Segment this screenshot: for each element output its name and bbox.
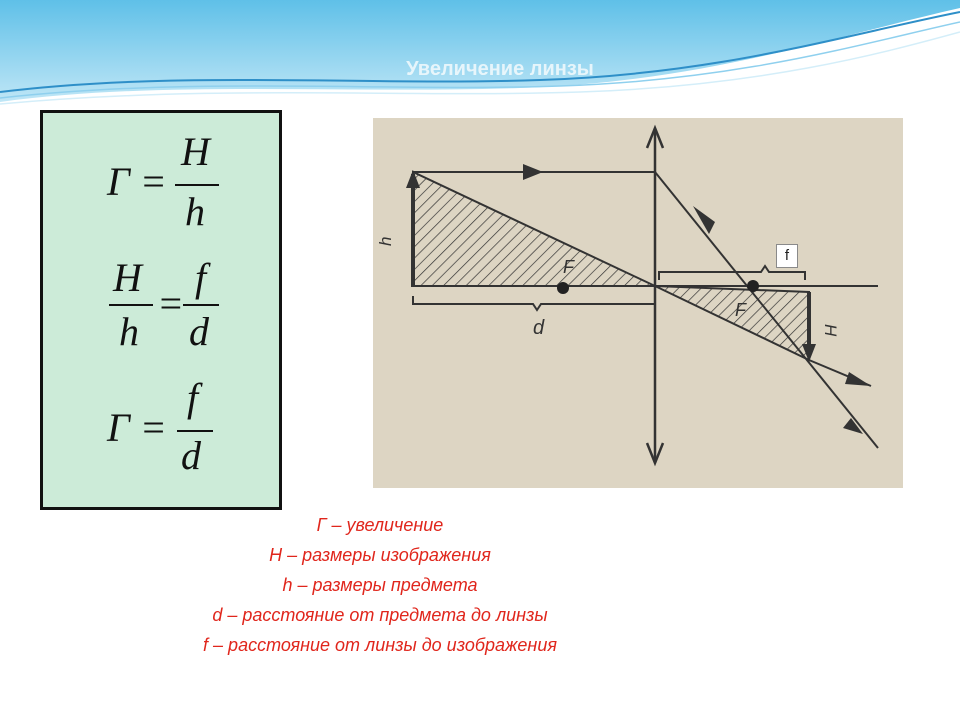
formula-magnification-distance [106,375,213,478]
label-focus-left: F [563,257,574,277]
formula3-denominator: d [181,433,201,478]
object-triangle [413,172,655,286]
formula1-numerator: H [181,129,210,174]
focus-point-right [747,280,759,292]
legend-magnification: Г – увеличение [316,515,444,535]
formula2-left-numerator: H [113,255,142,300]
legend [100,510,660,660]
focus-point-left [557,282,569,294]
label-focus-right: F [735,300,746,320]
ray-arrow [845,372,871,386]
label-d: d [533,317,545,339]
image-triangle [655,286,809,360]
refracted-ray [655,172,878,448]
label-h: h [376,236,395,246]
lens-diagram [373,118,903,488]
formula3-numerator: f [187,375,199,420]
legend-image-distance: f – расстояние от линзы до изображения [203,635,557,655]
legend-object-distance: d – расстояние от предмета до линзы [212,605,548,625]
formula-svg [43,113,285,513]
slide-title: Увеличение линзы [406,58,594,80]
f-distance-label: f [776,244,798,268]
label-H: H [821,324,840,337]
formula3-lhs: Г = [107,405,167,450]
lens-diagram-svg [373,118,903,488]
formula2-left-denominator: h [119,309,139,354]
d-bracket [413,296,655,310]
legend-object-size: h – размеры предмета [282,575,478,595]
formula2-right-numerator: f [195,255,207,300]
formula1-lhs: Г = [107,159,167,204]
formula-ratio [109,255,219,354]
formula-panel [40,110,282,510]
ray-arrow [693,206,715,234]
formula2-equals: = [157,281,184,326]
formula-magnification [106,129,219,234]
legend-image-size: H – размеры изображения [269,545,491,565]
formula2-right-denominator: d [189,309,209,354]
ray-arrow [523,164,543,180]
formula1-denominator: h [185,189,205,234]
